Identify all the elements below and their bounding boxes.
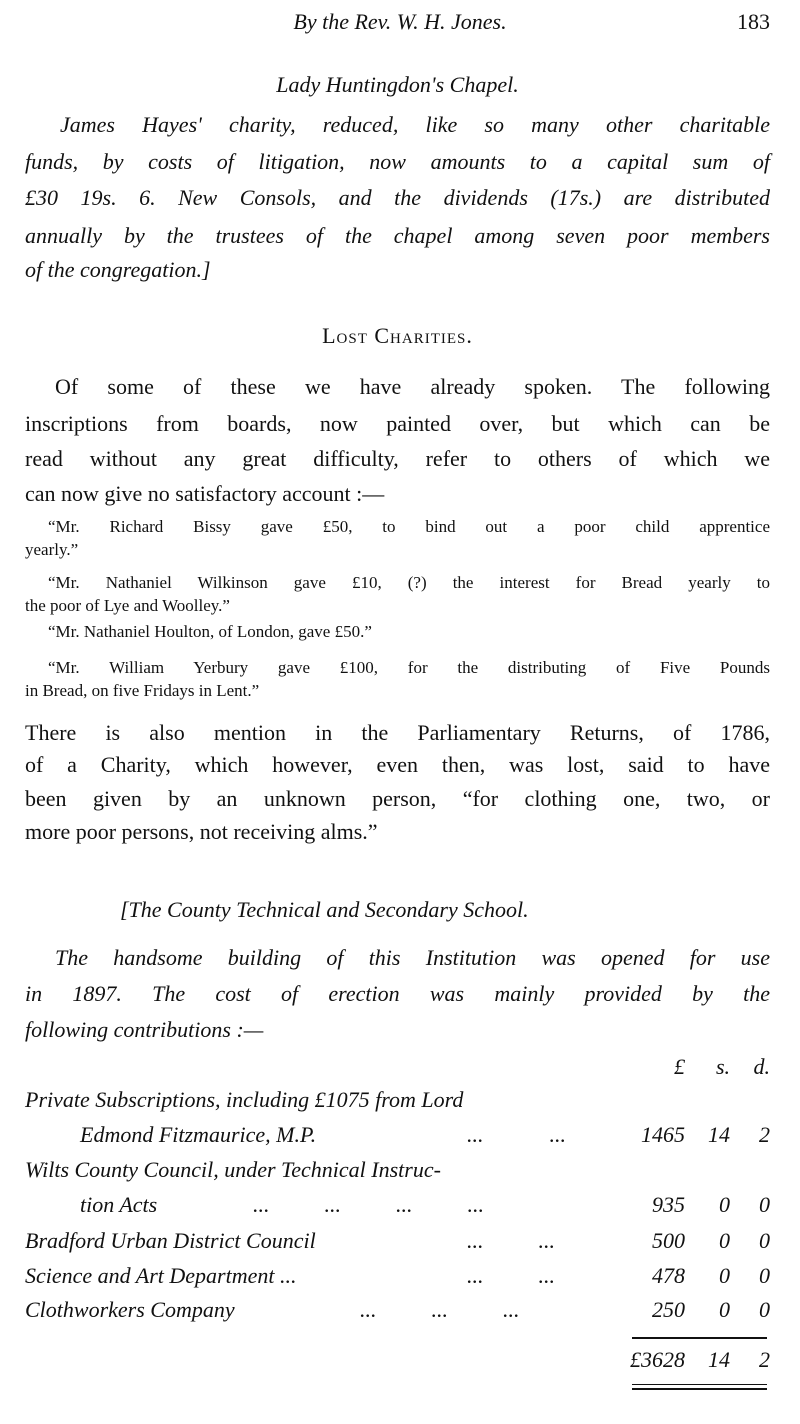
- amount-pounds: 935: [652, 1192, 685, 1217]
- row-label: Wilts County Council, under Technical Instruc-: [25, 1157, 441, 1182]
- amount-shillings: 0: [719, 1192, 730, 1217]
- paragraph-line: following contributions :—: [25, 1017, 264, 1042]
- leader-dots: ... ...: [467, 1228, 555, 1253]
- table-row: [25, 1262, 770, 1290]
- leader-dots: ... ... ...: [360, 1297, 520, 1322]
- sum-rule: [632, 1337, 767, 1339]
- amount-pence: 0: [759, 1192, 770, 1217]
- paragraph-line: of the congregation.]: [25, 257, 211, 282]
- running-title: By the Rev. W. H. Jones.: [293, 9, 507, 34]
- quote-line: “Mr. William Yerbury gave £100, for the distributing of Five Pounds: [48, 658, 770, 677]
- amount-pounds: 500: [652, 1228, 685, 1253]
- paragraph-line: in 1897. The cost of erection was mainly provided by the: [25, 981, 770, 1006]
- total-shillings: 14: [708, 1347, 730, 1372]
- quote-line: the poor of Lye and Woolley.”: [25, 596, 230, 615]
- section-heading: [The County Technical and Secondary School.: [120, 897, 529, 922]
- table-row: [25, 1121, 770, 1149]
- paragraph-line: James Hayes' charity, reduced, like so many other charitable: [60, 112, 770, 137]
- total-pence: 2: [759, 1347, 770, 1372]
- leader-dots: ... ...: [467, 1263, 555, 1288]
- section-heading: Lady Huntingdon's Chapel.: [276, 72, 519, 97]
- paragraph-line: The handsome building of this Institution was opened for use: [55, 945, 770, 970]
- quote-line: “Mr. Richard Bissy gave £50, to bind out a poor child apprentice: [48, 517, 770, 536]
- paragraph-line: read without any great difficulty, refer to others of which we: [25, 446, 770, 471]
- row-label: Bradford Urban District Council: [25, 1228, 316, 1253]
- paragraph-line: Of some of these we have already spoken. The following: [55, 374, 770, 399]
- total-pounds: £3628: [630, 1347, 685, 1372]
- paragraph-line: can now give no satisfactory account :—: [25, 481, 385, 506]
- amount-shillings: 0: [719, 1228, 730, 1253]
- leader-dots: ... ... ... ...: [253, 1192, 484, 1217]
- double-rule-top: [632, 1384, 767, 1385]
- header-shillings: s.: [715, 1054, 730, 1079]
- quote-line: in Bread, on five Fridays in Lent.”: [25, 681, 260, 700]
- paragraph-line: There is also mention in the Parliamentary Returns, of 1786,: [25, 720, 770, 745]
- amount-shillings: 14: [708, 1122, 730, 1147]
- page-number: 183: [737, 9, 770, 34]
- table-row: [25, 1227, 770, 1255]
- amount-pence: 0: [759, 1263, 770, 1288]
- row-label-continued: Edmond Fitzmaurice, M.P.: [80, 1122, 317, 1147]
- header-pounds: £: [674, 1054, 685, 1079]
- row-label: Clothworkers Company: [25, 1297, 235, 1322]
- amount-pence: 2: [759, 1122, 770, 1147]
- amount-shillings: 0: [719, 1297, 730, 1322]
- table-row: [25, 1086, 770, 1114]
- table-row: [25, 1156, 770, 1184]
- amount-pounds: 250: [652, 1297, 685, 1322]
- paragraph-line: more poor persons, not receiving alms.”: [25, 819, 378, 844]
- section-heading: Lost Charities.: [322, 323, 473, 348]
- leader-dots: ... ...: [467, 1122, 566, 1147]
- paragraph-line: of a Charity, which however, even then, was lost, said to have: [25, 752, 770, 777]
- paragraph-line: been given by an unknown person, “for clothing one, two, or: [25, 786, 770, 811]
- table-header: [25, 1053, 770, 1081]
- paragraph-line: inscriptions from boards, now painted over, but which can be: [25, 411, 770, 436]
- row-label: Science and Art Department ...: [25, 1263, 297, 1288]
- amount-pounds: 1465: [641, 1122, 685, 1147]
- amount-pence: 0: [759, 1297, 770, 1322]
- header-pence: d.: [753, 1054, 770, 1079]
- double-rule-bottom: [632, 1388, 767, 1390]
- table-total-row: [25, 1346, 770, 1374]
- paragraph-line: funds, by costs of litigation, now amounts to a capital sum of: [25, 149, 770, 174]
- paragraph-line: £30 19s. 6. New Consols, and the dividends (17s.) are distributed: [25, 185, 770, 210]
- quote-line: yearly.”: [25, 540, 79, 559]
- row-label-continued: tion Acts: [80, 1192, 158, 1217]
- quote-line: “Mr. Nathaniel Houlton, of London, gave £50.”: [48, 622, 372, 641]
- table-row: [25, 1296, 770, 1324]
- amount-pounds: 478: [652, 1263, 685, 1288]
- paragraph-line: annually by the trustees of the chapel among seven poor members: [25, 223, 770, 248]
- quote-line: “Mr. Nathaniel Wilkinson gave £10, (?) the interest for Bread yearly to: [48, 573, 770, 592]
- row-label: Private Subscriptions, including £1075 from Lord: [25, 1087, 464, 1112]
- table-row: [25, 1191, 770, 1219]
- amount-shillings: 0: [719, 1263, 730, 1288]
- amount-pence: 0: [759, 1228, 770, 1253]
